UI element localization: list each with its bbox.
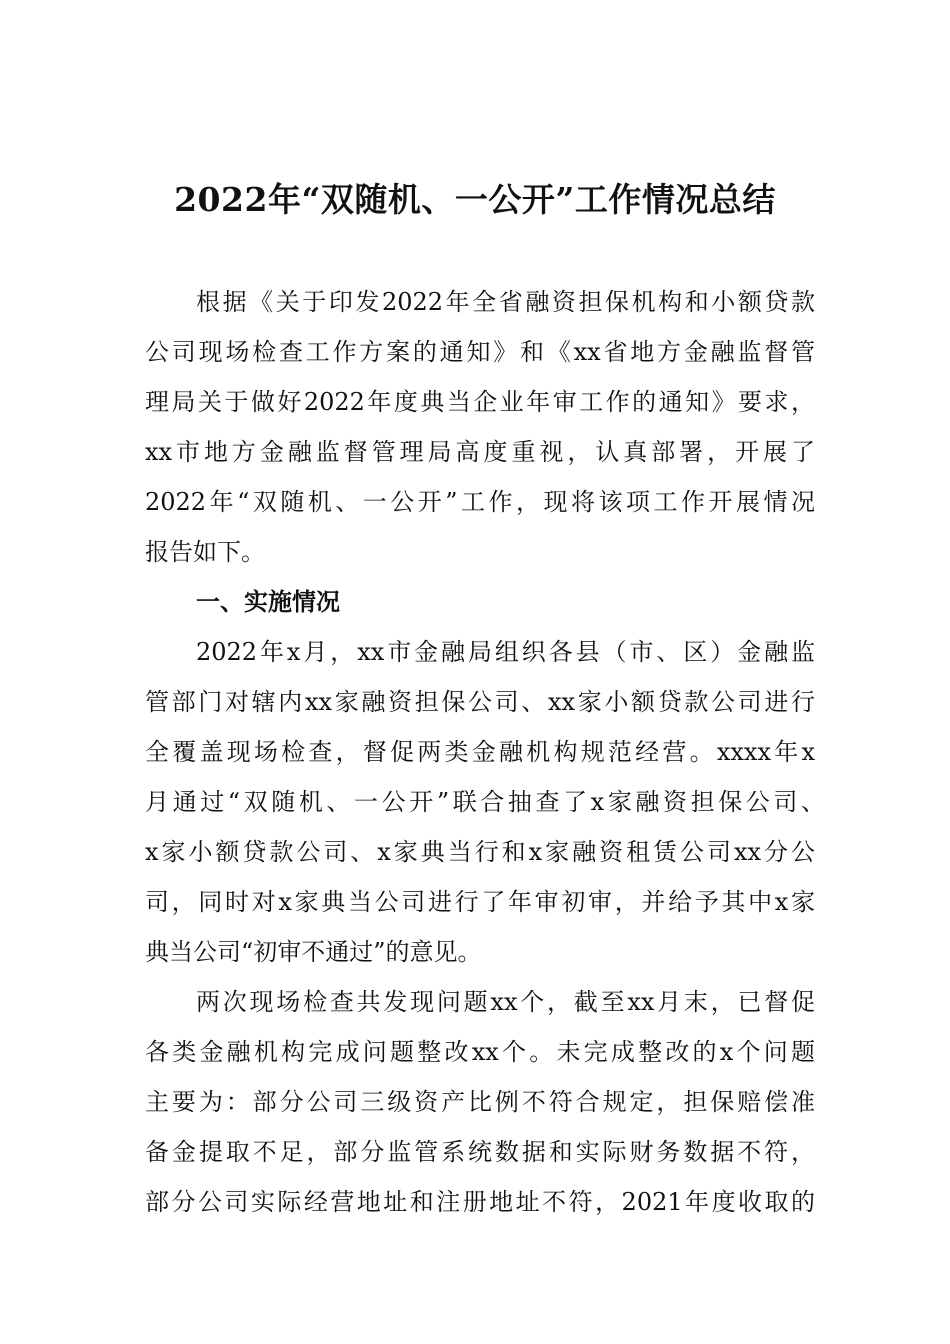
paragraph-2-line: 2022年x月，xx市金融局组织各县（市、区）金融监 [196,638,815,666]
paragraph-2-line: 司，同时对x家典当公司进行了年审初审，并给予其中x家 [145,888,815,916]
paragraph-3-line: 主要为：部分公司三级资产比例不符合规定，担保赔偿准 [145,1088,815,1116]
document-title: 2022年“双随机、一公开”工作情况总结 [174,180,776,219]
paragraph-1-line: xx市地方金融监督管理局高度重视，认真部署，开展了 [145,438,815,466]
paragraph-3-line: 部分公司实际经营地址和注册地址不符，2021年度收取的 [145,1188,815,1216]
paragraph-1-line: 2022年“双随机、一公开”工作，现将该项工作开展情况 [145,488,815,516]
paragraph-2-line: 典当公司“初审不通过”的意见。 [145,938,482,966]
paragraph-2-line: 全覆盖现场检查，督促两类金融机构规范经营。xxxx年x [145,738,815,766]
paragraph-3-line: 两次现场检查共发现问题xx个，截至xx月末，已督促 [196,988,815,1016]
paragraph-2-line: 月通过“双随机、一公开”联合抽查了x家融资担保公司、 [145,788,825,816]
paragraph-2-line: 管部门对辖内xx家融资担保公司、xx家小额贷款公司进行 [145,688,815,716]
paragraph-1-line: 理局关于做好2022年度典当企业年审工作的通知》要求， [145,388,815,416]
paragraph-2-line: x家小额贷款公司、x家典当行和x家融资租赁公司xx分公 [145,838,815,866]
paragraph-3-line: 各类金融机构完成问题整改xx个。未完成整改的x个问题 [145,1038,815,1066]
section-heading: 一、实施情况 [196,588,340,616]
paragraph-1-line: 公司现场检查工作方案的通知》和《xx省地方金融监督管 [145,338,815,366]
paragraph-1-line: 报告如下。 [145,538,265,566]
paragraph-1-line: 根据《关于印发2022年全省融资担保机构和小额贷款 [196,288,815,316]
paragraph-3-line: 备金提取不足，部分监管系统数据和实际财务数据不符， [145,1138,815,1166]
